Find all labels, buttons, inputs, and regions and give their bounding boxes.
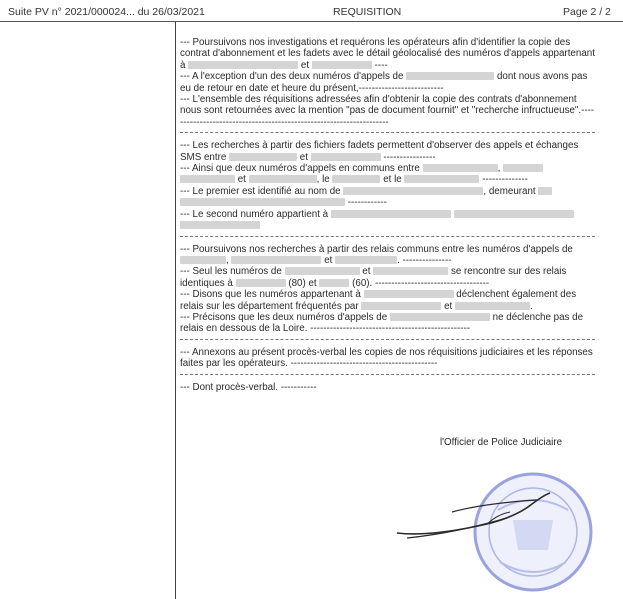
redaction <box>311 153 381 161</box>
redaction <box>331 210 451 218</box>
redaction <box>404 175 479 183</box>
redaction <box>285 267 360 275</box>
separator <box>180 374 595 376</box>
page-number: Page 2 / 2 <box>563 6 611 18</box>
redaction <box>319 279 349 287</box>
document-body <box>180 37 595 393</box>
paragraph: --- A l'exception d'un des deux numéros d'appels de dont nous avons pas eu de retour en date et heure du présent,-------------------------- <box>180 71 588 94</box>
paragraph: --- Le premier est identifié au nom de , demeurant ------------ <box>180 186 595 209</box>
pv-reference: Suite PV n° 2021/000024... du 26/03/2021 <box>8 6 205 18</box>
redaction <box>335 256 397 264</box>
redaction <box>332 175 380 183</box>
page-header <box>0 0 623 22</box>
redaction <box>231 256 321 264</box>
redaction <box>180 175 235 183</box>
paragraph: --- Poursuivons nos investigations et requérons les opérateurs afin d'identifier la copie des contrat d'abonnement et les fadets avec le détail géolocalisé des numéros d'appels appartenant à et ---- <box>180 37 595 71</box>
document-title: REQUISITION <box>333 6 402 18</box>
paragraph: --- Dont procès-verbal. ----------- <box>180 381 317 393</box>
redaction <box>454 210 574 218</box>
paragraph: --- Seul les numéros de et se rencontre sur des relais identiques à (80) et (60). ----------------------------------- <box>180 266 567 289</box>
paragraph: --- Poursuivons nos recherches à partir des relais communs entre les numéros d'appels de , et . --------------- <box>180 243 573 266</box>
redaction <box>249 175 317 183</box>
redaction <box>364 290 454 298</box>
header-rule <box>0 21 623 22</box>
paragraph: --- Précisons que les deux numéros d'appels de ne déclenche pas de relais en dessous de la Loire. ------------------------------------------------- <box>180 311 584 335</box>
redaction <box>188 61 298 69</box>
handwritten-signature <box>392 488 552 548</box>
separator <box>180 339 595 341</box>
paragraph: --- Ainsi que deux numéros d'appels en communs entre , et , le et le -------------- <box>180 163 595 186</box>
signature-title: l'Officier de Police Judiciaire <box>440 437 563 448</box>
separator <box>180 132 595 134</box>
redaction <box>503 164 543 172</box>
redaction <box>455 302 530 310</box>
redaction <box>373 267 448 275</box>
paragraph: --- Annexons au présent procès-verbal les copies de nos réquisitions judiciaires et les réponses faites par les opérateurs. --------------------------------------------- <box>180 346 593 370</box>
redaction <box>406 72 494 80</box>
redaction <box>236 279 286 287</box>
redaction <box>343 187 483 195</box>
redaction <box>229 153 297 161</box>
redaction <box>180 256 226 264</box>
redaction <box>180 198 345 206</box>
redaction <box>423 164 498 172</box>
redaction <box>361 302 441 310</box>
paragraph: --- Le second numéro appartient à <box>180 209 595 232</box>
paragraph: --- Disons que les numéros appartenant à déclenchent également des relais sur les département fréquentés par et . <box>180 289 577 312</box>
margin-line <box>175 22 176 599</box>
redaction <box>312 61 372 69</box>
paragraph: --- L'ensemble des réquisitions adressées afin d'obtenir la copie des contrats d'abonnement nous sont retournées avec la mention "pas de document fournit" et "recherche infructueuse".-------------------------------------------------------------------- <box>180 94 595 128</box>
redaction <box>180 221 260 229</box>
separator <box>180 236 595 238</box>
paragraph: --- Les recherches à partir des fichiers fadets permettent d'observer des appels et échanges SMS entre et ---------------- <box>180 140 579 163</box>
redaction <box>538 187 552 195</box>
redaction <box>390 313 490 321</box>
